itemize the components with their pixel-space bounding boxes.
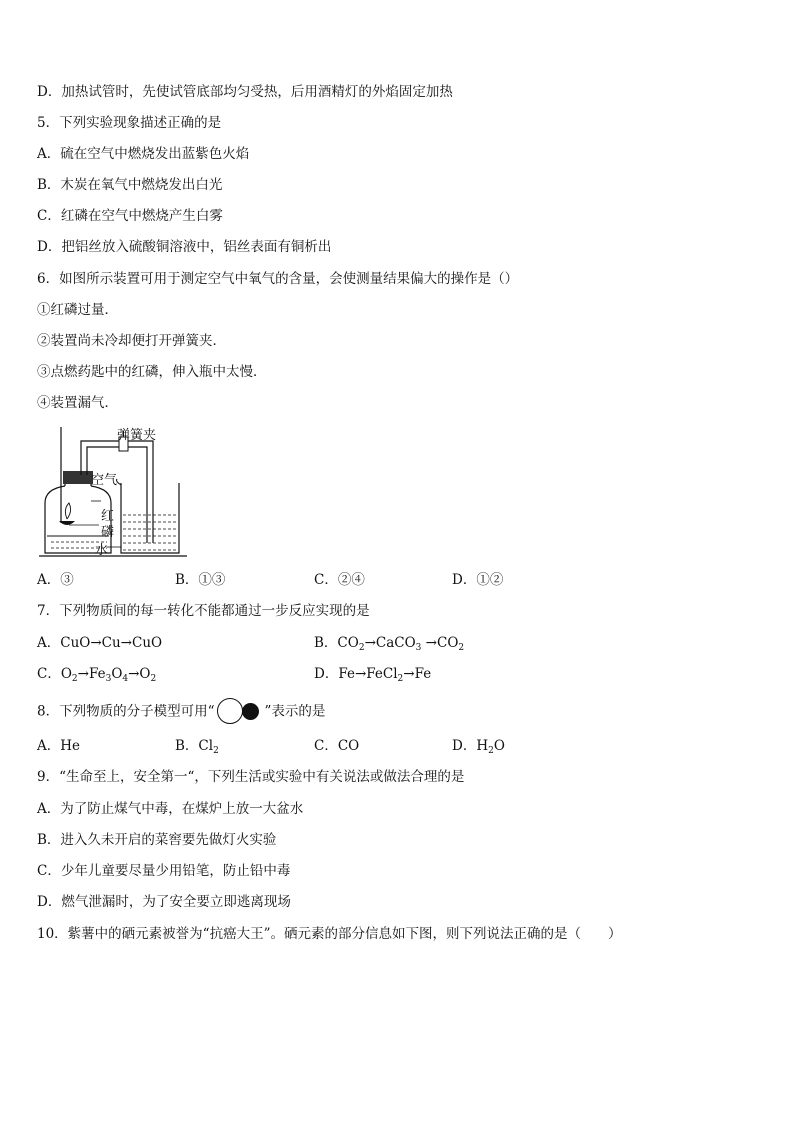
q6-item-2: ②装置尚未冷却便打开弹簧夹． bbox=[37, 333, 226, 349]
label-water: 水 bbox=[95, 543, 109, 558]
q5-stem: 5．下列实验现象描述正确的是 bbox=[37, 115, 222, 131]
q8-option-d: D．$H_2O$ bbox=[452, 738, 505, 756]
q5-option-c: C．红磷在空气中燃烧产生白雾 bbox=[37, 208, 223, 224]
oxygen-measurement-apparatus bbox=[37, 423, 197, 563]
q9-option-a: A．为了防止煤气中毒，在煤炉上放一大盆水 bbox=[37, 801, 304, 817]
q5-option-b: B．木炭在氧气中燃烧发出白光 bbox=[37, 177, 223, 193]
q9-option-b: B．进入久未开启的菜窖要先做灯火实验 bbox=[37, 832, 277, 848]
q5-option-d: D．把铝丝放入硫酸铜溶液中，铝丝表面有铜析出 bbox=[37, 239, 332, 255]
q6-option-a: A．③ bbox=[37, 572, 74, 588]
q7-option-d: D．Fe→FeCl$_2$→Fe bbox=[314, 666, 432, 684]
q6-option-d: D．①② bbox=[452, 572, 504, 588]
q4-option-d: D．加热试管时，先使试管底部均匀受热，后用酒精灯的外焰固定加热 bbox=[37, 84, 453, 100]
q6-option-b: B．①③ bbox=[175, 572, 226, 588]
q10-stem: 10．紫薯中的硒元素被誉为“抗癌大王”。硒元素的部分信息如下图，则下列说法正确的是（ ） bbox=[37, 926, 622, 942]
q6-stem: 6．如图所示装置可用于测定空气中氧气的含量，会使测量结果偏大的操作是（） bbox=[37, 271, 519, 287]
flame-icon bbox=[65, 503, 70, 519]
q7-option-c: C．$O_2\to Fe_3O_4\to O_2$ bbox=[37, 666, 157, 684]
label-phosphorus-2: 磷 bbox=[101, 525, 115, 540]
combustion-spoon bbox=[59, 521, 75, 525]
beaker-spout bbox=[117, 479, 122, 485]
q6-item-1: ①红磷过量． bbox=[37, 302, 118, 318]
q9-option-c: C．少年儿童要尽量少用铅笔，防止铅中毒 bbox=[37, 863, 291, 879]
q6-option-c: C．②④ bbox=[314, 572, 365, 588]
diatomic-molecule-model-icon bbox=[217, 698, 263, 726]
q6-item-4: ④装置漏气． bbox=[37, 395, 118, 411]
label-phosphorus-1: 红 bbox=[101, 509, 115, 524]
beaker bbox=[121, 483, 179, 553]
connecting-tube bbox=[81, 441, 153, 543]
q6-item-3: ③点燃药匙中的红磷，伸入瓶中太慢． bbox=[37, 364, 267, 380]
q8-option-b: B．$Cl_2$ bbox=[175, 738, 219, 756]
q7-stem: 7．下列物质间的每一转化不能都通过一步反应实现的是 bbox=[37, 603, 370, 619]
label-air: 空气 bbox=[91, 473, 118, 488]
q9-stem: 9．“生命至上，安全第一“，下列生活或实验中有关说法或做法合理的是 bbox=[37, 769, 465, 785]
q9-option-d: D．燃气泄漏时，为了安全要立即逃离现场 bbox=[37, 894, 291, 910]
q7-option-b: B．$CO_2\to CaCO_3 \to CO_2$ bbox=[314, 635, 465, 653]
q8-option-a: A．He bbox=[37, 738, 81, 754]
small-black-atom bbox=[242, 703, 259, 720]
label-spring-clamp: 弹簧夹 bbox=[117, 428, 157, 443]
rubber-stopper bbox=[63, 471, 93, 484]
beaker-water bbox=[123, 515, 177, 550]
q5-option-a: A．硫在空气中燃烧发出蓝紫色火焰 bbox=[37, 146, 250, 162]
q8-stem: 8．下列物质的分子模型可用“ ”表示的是 bbox=[37, 698, 325, 726]
q7-option-a: A．CuO→Cu→CuO bbox=[37, 635, 163, 651]
q8-option-c: C．CO bbox=[314, 738, 360, 754]
large-white-atom bbox=[217, 698, 243, 724]
